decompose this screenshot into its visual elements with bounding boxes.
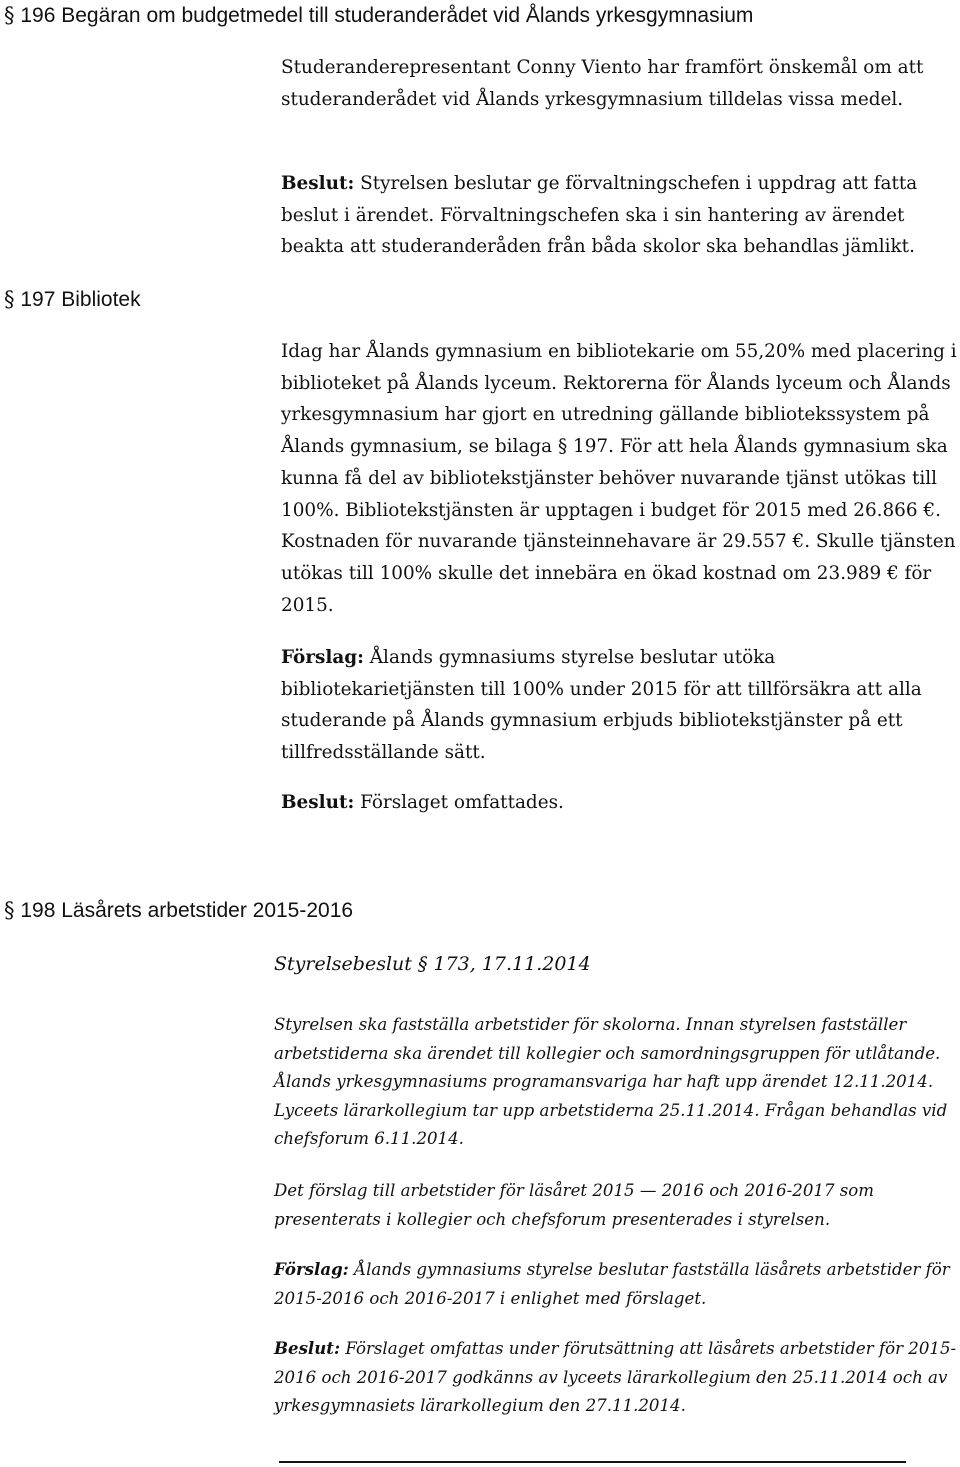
beslut-text: Förslaget omfattas under förutsättning att läsårets arbetstider för 2015-2016 och 2016-2017 godkänns av lyceets lärarkollegium den 25.11.2014 och av yrkesgymnasiets lärarkollegium den 27.11.2014. [274,1339,957,1415]
section-symbol: § [557,436,568,458]
forslag-label: Förslag: [281,647,364,668]
heading-196 [4,3,753,28]
signature-line [279,1461,906,1463]
paragraph-198-forslag [274,1255,958,1313]
paragraph-198-1: Styrelsen ska fastställa arbetstider för skolorna. Innan styrelsen fastställer arbetstiderna ska ärendet till kollegier och samordningsgruppen för utlåtande. Ålands yrkesgymnasiums programansvariga har haft upp ärendet 12.11.2014. Lyceets lärarkollegium tar upp arbetstiderna 25.11.2014. Frågan behandlas vid chefsforum 6.11.2014. [274,1015,948,1148]
section-symbol: § [4,898,15,922]
paragraph-198-2: Det förslag till arbetstider för läsåret 2015 — 2016 och 2016-2017 som presenterats i kollegier och chefsforum presenterades i styrelsen. [274,1181,875,1229]
body-197-part-2: 197. För att hela Ålands gymnasium ska kunna få del av bibliotekstjänster behöver nuvarande tjänst utökas till 100%. Bibliotekstjänsten är upptagen i budget för 2015 med 26.866 €. Kostnaden för nuvarande tjänsteinnehavare är 29.557 €. Skulle tjänsten utökas till 100% skulle det innebära en ökad kostnad om 23.989 € för 2015. [281,436,956,616]
forslag-label: Förslag: [274,1259,349,1279]
forslag-text: Ålands gymnasiums styrelse beslutar fastställa läsårets arbetstider för 2015-2016 och 2016-2017 i enlighet med förslaget. [274,1260,950,1308]
section-symbol: § [417,953,428,975]
paragraph-197-body [281,336,957,621]
paragraph-196-beslut [281,168,957,263]
heading-197 [4,287,141,312]
section-symbol: § [4,3,15,27]
paragraph-196-intro: Studeranderepresentant Conny Viento har framfört önskemål om att studeranderådet vid Ålands yrkesgymnasium tilldelas vissa medel. [281,57,924,110]
section-symbol: § [4,287,15,311]
beslut-text: Styrelsen beslutar ge förvaltningschefen i uppdrag att fatta beslut i ärendet. Förvaltningschefen ska i sin hantering av ärendet beakta att studeranderåden från båda skolor ska behandlas jämlikt. [281,173,918,258]
heading-198-title: 198 Läsårets arbetstider 2015-2016 [20,899,354,922]
body-197-part-1: Idag har Ålands gymnasium en bibliotekarie om 55,20% med placering i biblioteket på Ålands lyceum. Rektorerna för Ålands lyceum och Ålands yrkesgymnasium har gjort en utredning gällande bibliotekssystem på Ålands gymnasium, se bilaga [281,341,957,458]
beslut-text: Förslaget omfattades. [360,792,564,813]
reference-prefix: Styrelsebeslut [274,953,418,975]
reference-line [274,948,958,980]
heading-197-title: 197 Bibliotek [20,288,141,311]
heading-198 [4,898,353,923]
beslut-label: Beslut: [274,1338,341,1358]
paragraph-198-beslut [274,1334,958,1421]
paragraph-197-beslut [281,787,957,819]
beslut-label: Beslut: [281,792,355,813]
heading-196-title: 196 Begäran om budgetmedel till studeranderådet vid Ålands yrkesgymnasium [20,4,754,27]
forslag-text: Ålands gymnasiums styrelse beslutar utöka bibliotekarietjänsten till 100% under 2015 för att tillförsäkra att alla studerande på Ålands gymnasium erbjuds bibliotekstjänster på ett tillfredsställande sätt. [281,647,922,764]
beslut-label: Beslut: [281,173,355,194]
reference-suffix: 173, 17.11.2014 [427,953,591,975]
paragraph-197-forslag [281,642,957,769]
